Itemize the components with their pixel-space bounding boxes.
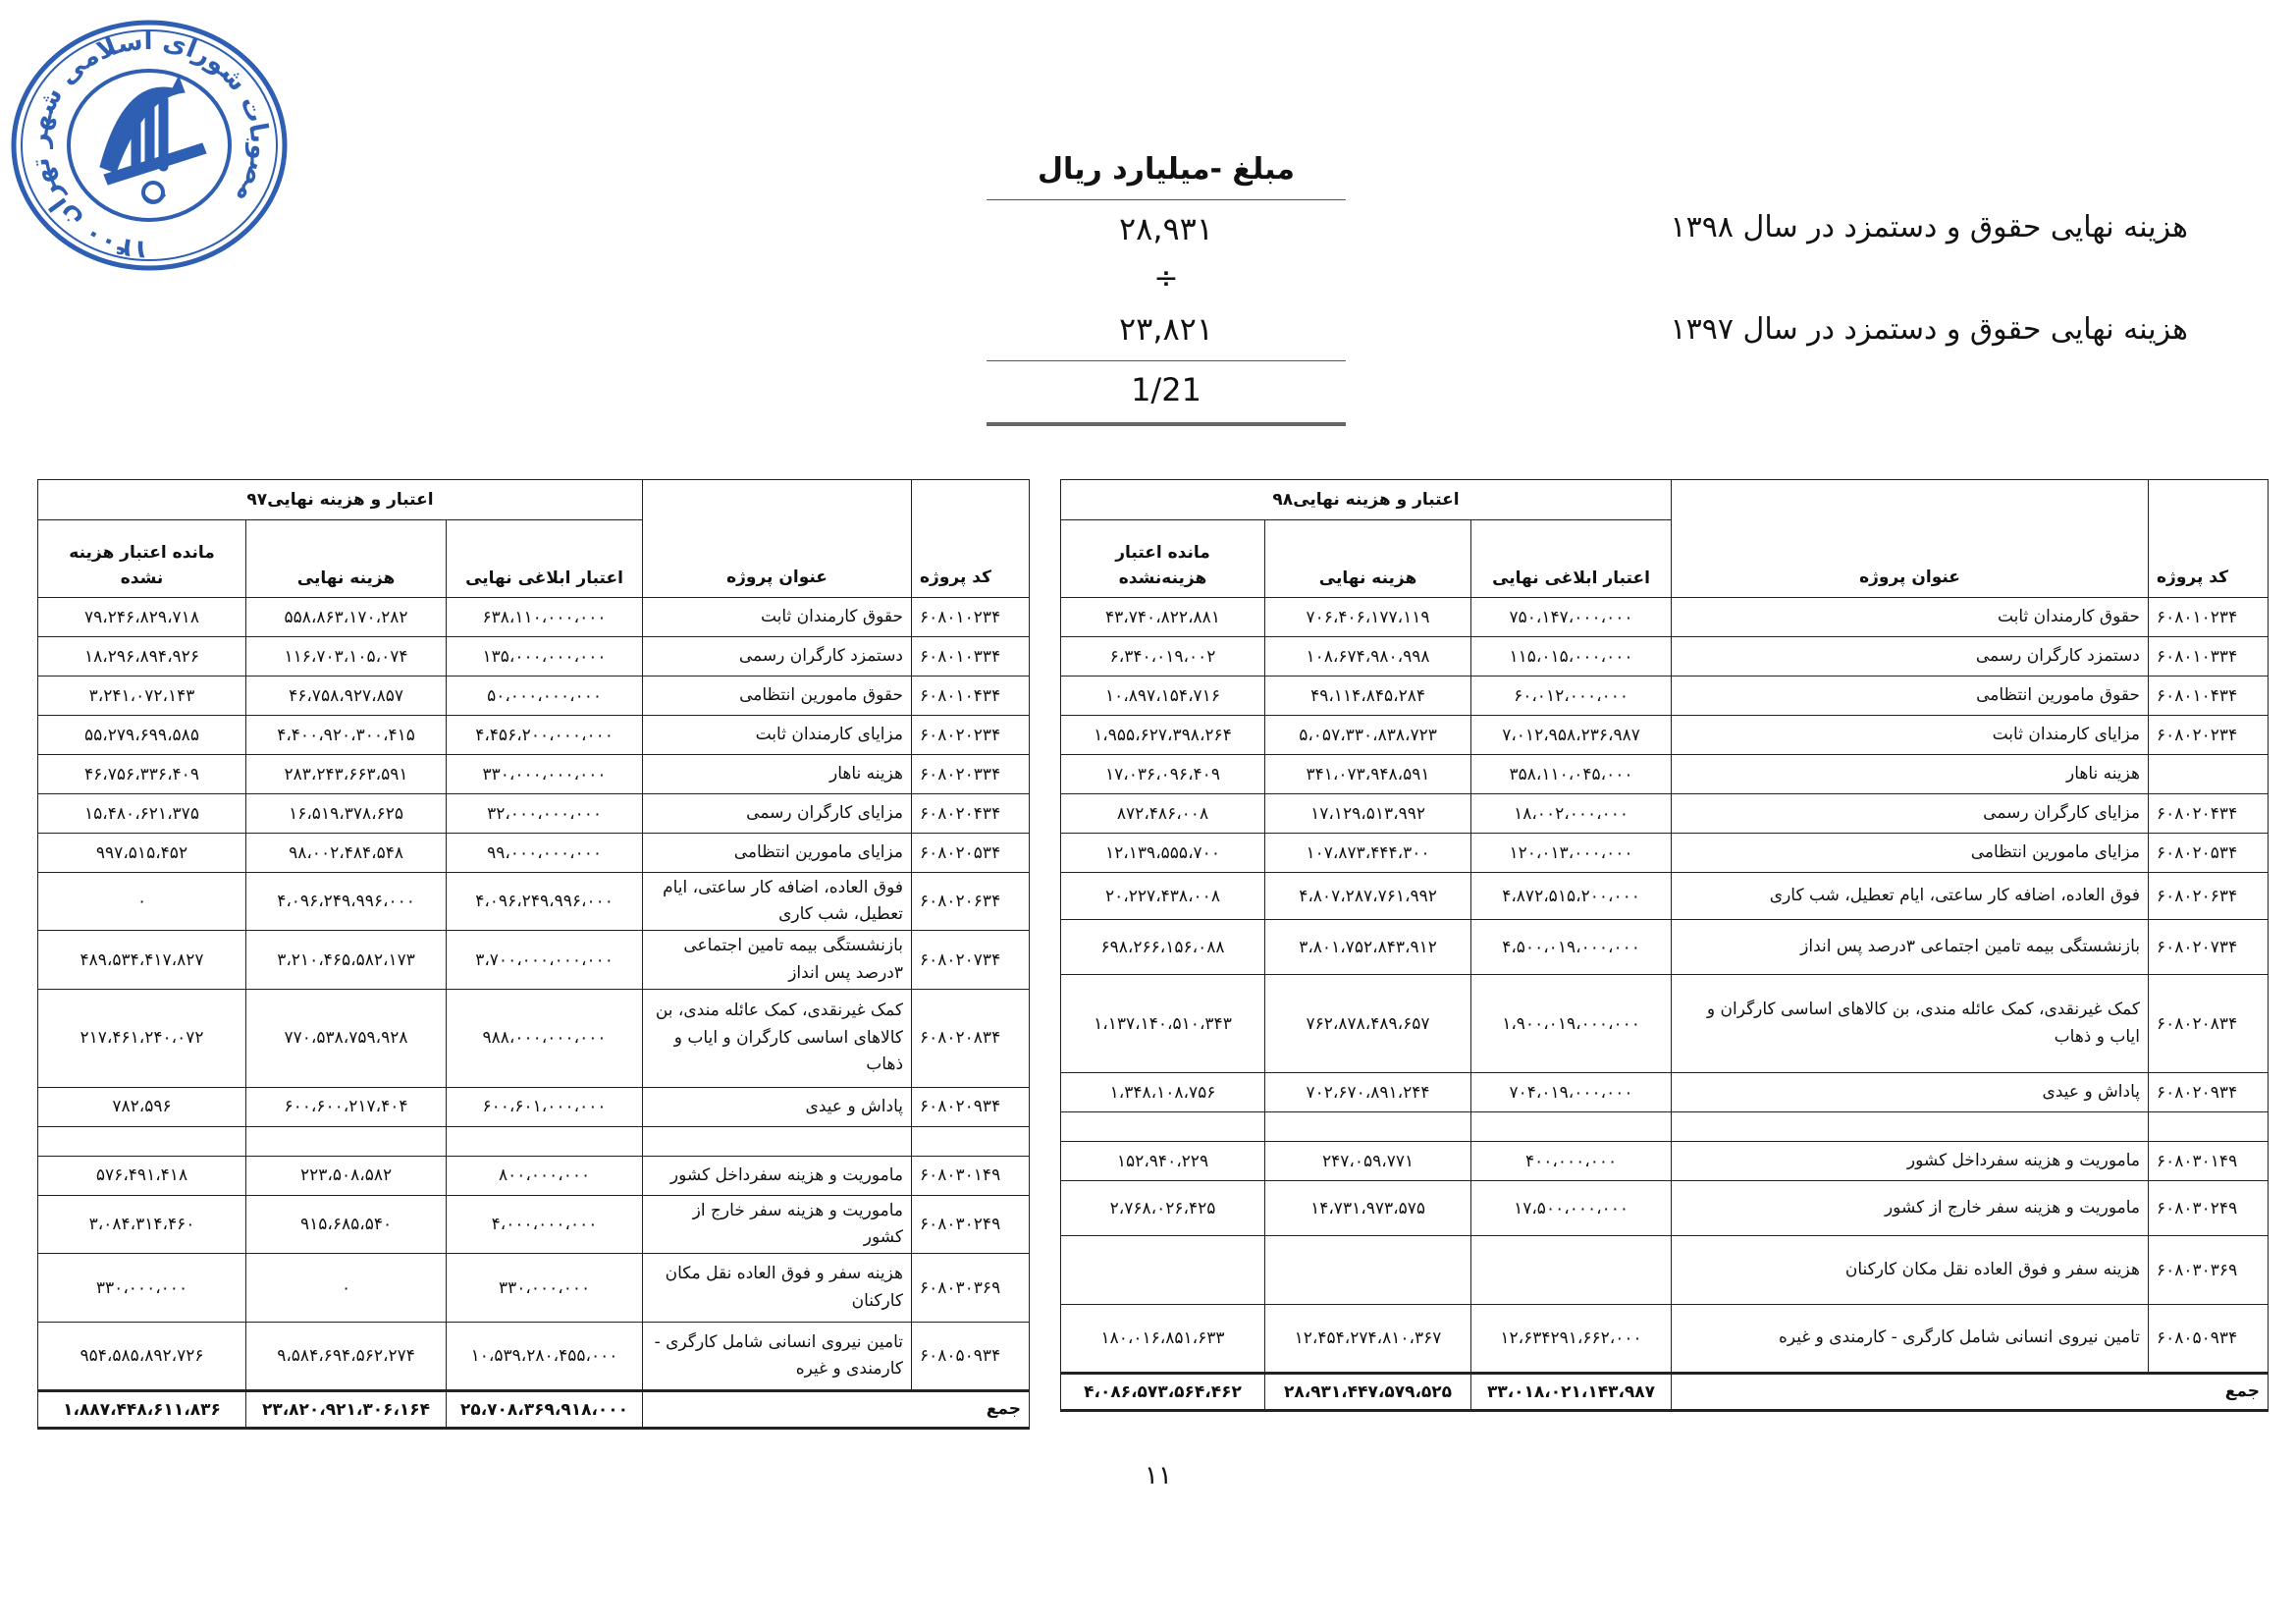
remaining-credit: ۱،۹۵۵،۶۲۷،۳۹۸،۲۶۴ (1061, 716, 1265, 755)
final-cost: ۵۵۸،۸۶۳،۱۷۰،۲۸۲ (246, 598, 447, 637)
project-code: ۶۰۸۰۵۰۹۳۴ (2149, 1305, 2269, 1374)
table-row (38, 755, 1030, 794)
col-header-remaining: مانده اعتبار هزینه‌نشده (1061, 520, 1265, 598)
final-cost (1265, 1236, 1471, 1305)
approved-credit: ۹۸۸،۰۰۰،۰۰۰،۰۰۰ (447, 989, 643, 1087)
final-cost: ۴،۰۹۶،۲۴۹،۹۹۶،۰۰۰ (246, 873, 447, 931)
table-row (38, 1195, 1030, 1253)
table-row (38, 637, 1030, 677)
final-cost: ۷۰۶،۴۰۶،۱۷۷،۱۱۹ (1265, 598, 1471, 637)
approved-credit: ۳۲،۰۰۰،۰۰۰،۰۰۰ (447, 794, 643, 834)
divider (987, 199, 1346, 200)
remaining-credit: ۶،۳۴۰،۰۱۹،۰۰۲ (1061, 637, 1265, 677)
table-row (1061, 1073, 2269, 1112)
divider (987, 360, 1346, 361)
table-row (38, 794, 1030, 834)
svg-text:مصوبات شورای اسلامی شهر تهران: مصوبات شورای اسلامی شهر تهران ۱۴۰۰ (24, 26, 275, 265)
approved-credit: ۴۰۰،۰۰۰،۰۰۰ (1471, 1142, 1672, 1181)
remaining-credit: ۳۳۰،۰۰۰،۰۰۰ (38, 1254, 246, 1323)
remaining-credit: ۹۹۷،۵۱۵،۴۵۲ (38, 834, 246, 873)
table-row (1061, 873, 2269, 920)
final-cost (246, 1126, 447, 1156)
approved-credit: ۵۰،۰۰۰،۰۰۰،۰۰۰ (447, 677, 643, 716)
approved-credit: ۷۰۴،۰۱۹،۰۰۰،۰۰۰ (1471, 1073, 1672, 1112)
project-title: هزینه ناهار (1672, 755, 2149, 794)
project-title: مزایای مامورین انتظامی (643, 834, 912, 873)
final-cost: ۱۱۶،۷۰۳،۱۰۵،۰۷۴ (246, 637, 447, 677)
approved-credit: ۷۵۰،۱۴۷،۰۰۰،۰۰۰ (1471, 598, 1672, 637)
table-row (1061, 1181, 2269, 1236)
project-title (1672, 1112, 2149, 1142)
row1-label: هزینه نهایی حقوق و دستمزد در سال ۱۳۹۸ (1670, 210, 2188, 244)
approved-credit: ۷،۰۱۲،۹۵۸،۲۳۶،۹۸۷ (1471, 716, 1672, 755)
project-title: حقوق مامورین انتظامی (643, 677, 912, 716)
project-code (2149, 755, 2269, 794)
remaining-credit: ۸۷۲،۴۸۶،۰۰۸ (1061, 794, 1265, 834)
project-title: پاداش و عیدی (643, 1087, 912, 1126)
project-title: ماموریت و هزینه سفرداخل کشور (643, 1156, 912, 1195)
final-cost: ۱۰۷،۸۷۳،۴۴۴،۳۰۰ (1265, 834, 1471, 873)
project-code: ۶۰۸۰۳۰۱۴۹ (912, 1156, 1030, 1195)
project-title: فوق العاده، اضافه کار ساعتی، ایام تعطیل، شب کاری (643, 873, 912, 931)
remaining-credit (1061, 1236, 1265, 1305)
project-code: ۶۰۸۰۲۰۸۳۴ (912, 989, 1030, 1087)
project-code: ۶۰۸۰۱۰۲۳۴ (2149, 598, 2269, 637)
table-row (1061, 598, 2269, 637)
project-title: حقوق مامورین انتظامی (1672, 677, 2149, 716)
group-header: اعتبار و هزینه نهایی۹۷ (38, 480, 643, 520)
table-row (38, 1126, 1030, 1156)
final-cost: ۹۱۵،۶۸۵،۵۴۰ (246, 1195, 447, 1253)
project-code: ۶۰۸۰۲۰۲۳۴ (2149, 716, 2269, 755)
remaining-credit: ۴۳،۷۴۰،۸۲۲،۸۸۱ (1061, 598, 1265, 637)
table-row (38, 1087, 1030, 1126)
remaining-credit (38, 1126, 246, 1156)
project-code: ۶۰۸۰۲۰۶۳۴ (2149, 873, 2269, 920)
approved-credit: ۴،۰۰۰،۰۰۰،۰۰۰ (447, 1195, 643, 1253)
approved-credit (447, 1126, 643, 1156)
approved-credit: ۴،۸۷۲،۵۱۵،۲۰۰،۰۰۰ (1471, 873, 1672, 920)
final-cost: ۹۸،۰۰۲،۴۸۴،۵۴۸ (246, 834, 447, 873)
final-cost: ۲۸۳،۲۴۳،۶۶۳،۵۹۱ (246, 755, 447, 794)
project-code (912, 1126, 1030, 1156)
remaining-credit: ۱۲،۱۳۹،۵۵۵،۷۰۰ (1061, 834, 1265, 873)
group-header: اعتبار و هزینه نهایی۹۸ (1061, 480, 1672, 520)
table-row (38, 1254, 1030, 1323)
final-cost: ۳۴۱،۰۷۳،۹۴۸،۵۹۱ (1265, 755, 1471, 794)
remaining-credit: ۱۵،۴۸۰،۶۲۱،۳۷۵ (38, 794, 246, 834)
project-code: ۶۰۸۰۳۰۲۴۹ (2149, 1181, 2269, 1236)
project-code: ۶۰۸۰۲۰۵۳۴ (2149, 834, 2269, 873)
table-row (1061, 920, 2269, 975)
project-title: دستمزد کارگران رسمی (1672, 637, 2149, 677)
project-title: کمک غیرنقدی، کمک عائله مندی، بن کالاهای اساسی کارگران و ایاب و ذهاب (1672, 975, 2149, 1073)
approved-credit: ۴،۰۹۶،۲۴۹،۹۹۶،۰۰۰ (447, 873, 643, 931)
project-title: فوق العاده، اضافه کار ساعتی، ایام تعطیل، شب کاری (1672, 873, 2149, 920)
project-title: حقوق کارمندان ثابت (1672, 598, 2149, 637)
col-header-title: عنوان پروژه (643, 480, 912, 598)
table-row (38, 834, 1030, 873)
project-code: ۶۰۸۰۲۰۸۳۴ (2149, 975, 2269, 1073)
final-cost: ۷۰۲،۶۷۰،۸۹۱،۲۴۴ (1265, 1073, 1471, 1112)
project-code: ۶۰۸۰۳۰۳۶۹ (912, 1254, 1030, 1323)
project-code: ۶۰۸۰۱۰۳۳۴ (912, 637, 1030, 677)
approved-credit: ۱۷،۵۰۰،۰۰۰،۰۰۰ (1471, 1181, 1672, 1236)
table-row (38, 989, 1030, 1087)
unit-label: مبلغ -میلیارد ریال (1038, 152, 1295, 187)
remaining-credit: ۴۸۹،۵۳۴،۴۱۷،۸۲۷ (38, 931, 246, 989)
project-code: ۶۰۸۰۲۰۹۳۴ (912, 1087, 1030, 1126)
row2-label: هزینه نهایی حقوق و دستمزد در سال ۱۳۹۷ (1670, 312, 2188, 347)
table-row (1061, 1236, 2269, 1305)
remaining-credit: ۱۰،۸۹۷،۱۵۴،۷۱۶ (1061, 677, 1265, 716)
project-title: پاداش و عیدی (1672, 1073, 2149, 1112)
approved-credit: ۱۲۰،۰۱۳،۰۰۰،۰۰۰ (1471, 834, 1672, 873)
final-cost: ۳،۸۰۱،۷۵۲،۸۴۳،۹۱۲ (1265, 920, 1471, 975)
project-code: ۶۰۸۰۳۰۳۶۹ (2149, 1236, 2269, 1305)
final-cost: ۶۰۰،۶۰۰،۲۱۷،۴۰۴ (246, 1087, 447, 1126)
remaining-credit (1061, 1112, 1265, 1142)
col-header-code: کد پروژه (912, 480, 1030, 598)
remaining-credit: ۱۵۲،۹۴۰،۲۲۹ (1061, 1142, 1265, 1181)
remaining-credit: ۶۹۸،۲۶۶،۱۵۶،۰۸۸ (1061, 920, 1265, 975)
project-title: بازنشستگی بیمه تامین اجتماعی ۳درصد پس انداز (643, 931, 912, 989)
remaining-credit: ۰ (38, 873, 246, 931)
approved-credit: ۱۸،۰۰۲،۰۰۰،۰۰۰ (1471, 794, 1672, 834)
final-cost: ۱۰۸،۶۷۴،۹۸۰،۹۹۸ (1265, 637, 1471, 677)
final-cost: ۷۶۲،۸۷۸،۴۸۹،۶۵۷ (1265, 975, 1471, 1073)
col-header-code: کد پروژه (2149, 480, 2269, 598)
approved-credit: ۱۲،۶۳۴۲۹۱،۶۶۲،۰۰۰ (1471, 1305, 1672, 1374)
remaining-credit: ۱،۱۳۷،۱۴۰،۵۱۰،۳۴۳ (1061, 975, 1265, 1073)
total-approved: ۲۵،۷۰۸،۳۶۹،۹۱۸،۰۰۰ (447, 1391, 643, 1429)
approved-credit: ۸۰۰،۰۰۰،۰۰۰ (447, 1156, 643, 1195)
project-title: کمک غیرنقدی، کمک عائله مندی، بن کالاهای اساسی کارگران و ایاب و ذهاب (643, 989, 912, 1087)
project-title: تامین نیروی انسانی شامل کارگری - کارمندی و غیره (1672, 1305, 2149, 1374)
project-title: مزایای کارمندان ثابت (643, 716, 912, 755)
table-row (1061, 755, 2269, 794)
final-cost: ۳،۲۱۰،۴۶۵،۵۸۲،۱۷۳ (246, 931, 447, 989)
final-cost: ۷۷۰،۵۳۸،۷۵۹،۹۲۸ (246, 989, 447, 1087)
table-row (38, 598, 1030, 637)
divider (987, 422, 1346, 426)
project-code: ۶۰۸۰۳۰۱۴۹ (2149, 1142, 2269, 1181)
table-row (1061, 834, 2269, 873)
project-title: ماموریت و هزینه سفر خارج از کشور (1672, 1181, 2149, 1236)
project-code: ۶۰۸۰۵۰۹۳۴ (912, 1323, 1030, 1391)
page-number: ۱۱ (1145, 1461, 1172, 1490)
remaining-credit: ۷۹،۲۴۶،۸۲۹،۷۱۸ (38, 598, 246, 637)
approved-credit: ۱۳۵،۰۰۰،۰۰۰،۰۰۰ (447, 637, 643, 677)
council-seal-stamp (6, 20, 293, 279)
project-code: ۶۰۸۰۱۰۳۳۴ (2149, 637, 2269, 677)
approved-credit: ۱۱۵،۰۱۵،۰۰۰،۰۰۰ (1471, 637, 1672, 677)
col-header-title: عنوان پروژه (1672, 480, 2149, 598)
final-cost: ۱۲،۴۵۴،۲۷۴،۸۱۰،۳۶۷ (1265, 1305, 1471, 1374)
final-cost: ۹،۵۸۴،۶۹۴،۵۶۲،۲۷۴ (246, 1323, 447, 1391)
project-title: مزایای کارگران رسمی (643, 794, 912, 834)
total-label: جمع (643, 1391, 1030, 1429)
remaining-credit: ۳،۲۴۱،۰۷۲،۱۴۳ (38, 677, 246, 716)
remaining-credit: ۹۵۴،۵۸۵،۸۹۲،۷۲۶ (38, 1323, 246, 1391)
project-title: هزینه ناهار (643, 755, 912, 794)
total-row (1061, 1374, 2269, 1411)
total-remaining: ۱،۸۸۷،۴۴۸،۶۱۱،۸۳۶ (38, 1391, 246, 1429)
final-cost: ۰ (246, 1254, 447, 1323)
approved-credit: ۳۳۰،۰۰۰،۰۰۰،۰۰۰ (447, 755, 643, 794)
table-row (1061, 637, 2269, 677)
project-code: ۶۰۸۰۲۰۷۳۴ (912, 931, 1030, 989)
approved-credit: ۳،۷۰۰،۰۰۰،۰۰۰،۰۰۰ (447, 931, 643, 989)
approved-credit: ۶۳۸،۱۱۰،۰۰۰،۰۰۰ (447, 598, 643, 637)
project-code: ۶۰۸۰۲۰۴۳۴ (2149, 794, 2269, 834)
table-row (1061, 677, 2269, 716)
ratio-value: 1/21 (1131, 371, 1201, 408)
approved-credit: ۱۰،۵۳۹،۲۸۰،۴۵۵،۰۰۰ (447, 1323, 643, 1391)
approved-credit (1471, 1112, 1672, 1142)
row2-value: ۲۳,۸۲۱ (1118, 310, 1214, 348)
project-code: ۶۰۸۰۲۰۳۳۴ (912, 755, 1030, 794)
approved-credit: ۱،۹۰۰،۰۱۹،۰۰۰،۰۰۰ (1471, 975, 1672, 1073)
project-code: ۶۰۸۰۳۰۲۴۹ (912, 1195, 1030, 1253)
total-label: جمع (1672, 1374, 2269, 1411)
approved-credit: ۳۵۸،۱۱۰،۰۴۵،۰۰۰ (1471, 755, 1672, 794)
remaining-credit: ۷۸۲،۵۹۶ (38, 1087, 246, 1126)
division-operator: ÷ (1153, 261, 1179, 296)
total-remaining: ۴،۰۸۶،۵۷۳،۵۶۴،۴۶۲ (1061, 1374, 1265, 1411)
project-code: ۶۰۸۰۲۰۷۳۴ (2149, 920, 2269, 975)
table-row (1061, 975, 2269, 1073)
project-title: ماموریت و هزینه سفر خارج از کشور (643, 1195, 912, 1253)
table-row (1061, 1112, 2269, 1142)
table-row (38, 1156, 1030, 1195)
remaining-credit: ۱۷،۰۳۶،۰۹۶،۴۰۹ (1061, 755, 1265, 794)
remaining-credit: ۳،۰۸۴،۳۱۴،۴۶۰ (38, 1195, 246, 1253)
remaining-credit: ۲۱۷،۴۶۱،۲۴۰،۰۷۲ (38, 989, 246, 1087)
table-row (38, 931, 1030, 989)
table-row (1061, 1305, 2269, 1374)
total-row (38, 1391, 1030, 1429)
remaining-credit: ۲،۷۶۸،۰۲۶،۴۲۵ (1061, 1181, 1265, 1236)
final-cost (1265, 1112, 1471, 1142)
final-cost: ۴۹،۱۱۴،۸۴۵،۲۸۴ (1265, 677, 1471, 716)
approved-credit: ۴،۵۰۰،۰۱۹،۰۰۰،۰۰۰ (1471, 920, 1672, 975)
row1-value: ۲۸,۹۳۱ (1118, 210, 1214, 247)
project-title: هزینه سفر و فوق العاده نقل مکان کارکنان (1672, 1236, 2149, 1305)
project-code: ۶۰۸۰۱۰۴۳۴ (912, 677, 1030, 716)
project-code (2149, 1112, 2269, 1142)
remaining-credit: ۱۸۰،۰۱۶،۸۵۱،۶۳۳ (1061, 1305, 1265, 1374)
project-title: مزایای مامورین انتظامی (1672, 834, 2149, 873)
final-cost: ۴۶،۷۵۸،۹۲۷،۸۵۷ (246, 677, 447, 716)
final-cost: ۲۴۷،۰۵۹،۷۷۱ (1265, 1142, 1471, 1181)
project-title (643, 1126, 912, 1156)
project-code: ۶۰۸۰۲۰۹۳۴ (2149, 1073, 2269, 1112)
col-header-approved: اعتبار ابلاغی نهایی (447, 520, 643, 598)
remaining-credit: ۱۸،۲۹۶،۸۹۴،۹۲۶ (38, 637, 246, 677)
col-header-remaining: مانده اعتبار هزینه نشده (38, 520, 246, 598)
total-approved: ۳۳،۰۱۸،۰۲۱،۱۴۳،۹۸۷ (1471, 1374, 1672, 1411)
total-spent: ۲۳،۸۲۰،۹۲۱،۳۰۶،۱۶۴ (246, 1391, 447, 1429)
approved-credit: ۴،۴۵۶،۲۰۰،۰۰۰،۰۰۰ (447, 716, 643, 755)
remaining-credit: ۲۰،۲۲۷،۴۳۸،۰۰۸ (1061, 873, 1265, 920)
project-code: ۶۰۸۰۲۰۴۳۴ (912, 794, 1030, 834)
table-row (38, 873, 1030, 931)
final-cost: ۱۶،۵۱۹،۳۷۸،۶۲۵ (246, 794, 447, 834)
approved-credit: ۶۰،۰۱۲،۰۰۰،۰۰۰ (1471, 677, 1672, 716)
final-cost: ۲۲۳،۵۰۸،۵۸۲ (246, 1156, 447, 1195)
approved-credit: ۳۳۰،۰۰۰،۰۰۰ (447, 1254, 643, 1323)
final-cost: ۴،۸۰۷،۲۸۷،۷۶۱،۹۹۲ (1265, 873, 1471, 920)
project-title: دستمزد کارگران رسمی (643, 637, 912, 677)
remaining-credit: ۵۵،۲۷۹،۶۹۹،۵۸۵ (38, 716, 246, 755)
remaining-credit: ۱،۳۴۸،۱۰۸،۷۵۶ (1061, 1073, 1265, 1112)
project-code: ۶۰۸۰۲۰۵۳۴ (912, 834, 1030, 873)
table-row (38, 677, 1030, 716)
project-title: ماموریت و هزینه سفرداخل کشور (1672, 1142, 2149, 1181)
total-spent: ۲۸،۹۳۱،۴۴۷،۵۷۹،۵۲۵ (1265, 1374, 1471, 1411)
remaining-credit: ۵۷۶،۴۹۱،۴۱۸ (38, 1156, 246, 1195)
approved-credit (1471, 1236, 1672, 1305)
final-cost: ۱۷،۱۲۹،۵۱۳،۹۹۲ (1265, 794, 1471, 834)
table-row (1061, 716, 2269, 755)
col-header-approved: اعتبار ابلاغی نهایی (1471, 520, 1672, 598)
final-cost: ۵،۰۵۷،۳۳۰،۸۳۸،۷۲۳ (1265, 716, 1471, 755)
table-1397 (37, 479, 1030, 1430)
project-title: مزایای کارمندان ثابت (1672, 716, 2149, 755)
col-header-spent: هزینه نهایی (1265, 520, 1471, 598)
project-title: بازنشستگی بیمه تامین اجتماعی ۳درصد پس انداز (1672, 920, 2149, 975)
final-cost: ۱۴،۷۳۱،۹۷۳،۵۷۵ (1265, 1181, 1471, 1236)
project-code: ۶۰۸۰۱۰۴۳۴ (2149, 677, 2269, 716)
final-cost: ۴،۴۰۰،۹۲۰،۳۰۰،۴۱۵ (246, 716, 447, 755)
remaining-credit: ۴۶،۷۵۶،۳۳۶،۴۰۹ (38, 755, 246, 794)
project-code: ۶۰۸۰۲۰۲۳۴ (912, 716, 1030, 755)
col-header-spent: هزینه نهایی (246, 520, 447, 598)
project-code: ۶۰۸۰۱۰۲۳۴ (912, 598, 1030, 637)
approved-credit: ۹۹،۰۰۰،۰۰۰،۰۰۰ (447, 834, 643, 873)
project-title: حقوق کارمندان ثابت (643, 598, 912, 637)
project-title: تامین نیروی انسانی شامل کارگری - کارمندی و غیره (643, 1323, 912, 1391)
table-row (38, 1323, 1030, 1391)
project-title: مزایای کارگران رسمی (1672, 794, 2149, 834)
approved-credit: ۶۰۰،۶۰۱،۰۰۰،۰۰۰ (447, 1087, 643, 1126)
table-row (1061, 1142, 2269, 1181)
table-row (1061, 794, 2269, 834)
project-title: هزینه سفر و فوق العاده نقل مکان کارکنان (643, 1254, 912, 1323)
project-code: ۶۰۸۰۲۰۶۳۴ (912, 873, 1030, 931)
table-row (38, 716, 1030, 755)
table-1398 (1060, 479, 2269, 1412)
